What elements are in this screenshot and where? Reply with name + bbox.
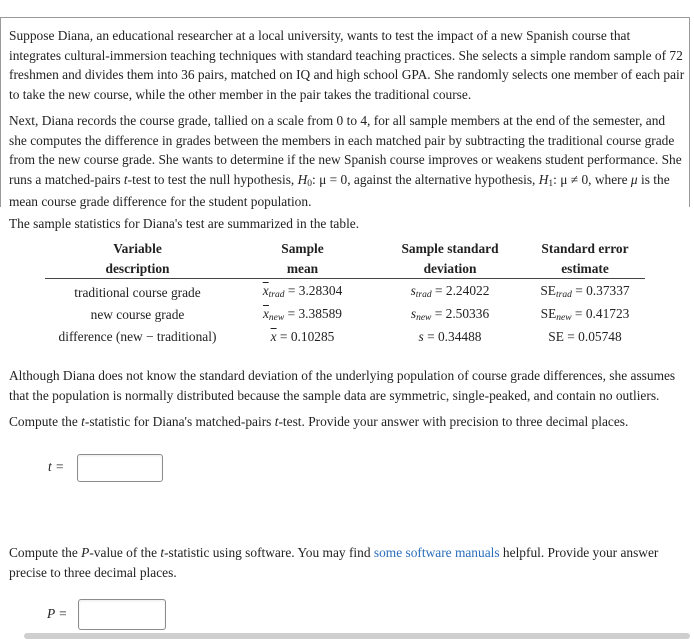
table-row bbox=[45, 279, 645, 304]
t-answer-input[interactable] bbox=[77, 454, 163, 482]
p-question: Compute the P-value of the t-statistic using software. You may find some software manuals helpful. Provide your answer precise to three decimal places. bbox=[9, 545, 659, 580]
row-mean: $\overline{x}new = 3.38589$ bbox=[262, 305, 343, 323]
table-intro: The sample statistics for Diana's test are summarized in the table. bbox=[9, 216, 360, 231]
header-sample-sd: Sample standard deviation bbox=[401, 241, 499, 276]
t-question: Compute the t-statistic for Diana's matched-pairs t-test. Provide your answer with precision to three decimal places. bbox=[9, 414, 629, 429]
row-se: SEnew = 0.41723 bbox=[540, 305, 630, 323]
assumption-paragraph: Although Diana does not know the standard deviation of the underlying population of course grade differences, she assumes that the population is normally distributed because the sample data are symmetric, single-peaked, and contain no outliers. bbox=[9, 368, 676, 403]
table-row bbox=[45, 327, 645, 347]
header-sample-mean: Sample mean bbox=[281, 241, 324, 276]
row-description: traditional course grade bbox=[74, 284, 201, 300]
t-label: t = bbox=[48, 459, 65, 474]
row-sd: s = 0.34488 bbox=[418, 328, 482, 344]
row-sd: snew = 2.50336 bbox=[410, 305, 490, 323]
header-standard-error: Standard error estimate bbox=[541, 241, 629, 276]
table-row bbox=[45, 304, 645, 327]
table-header-row bbox=[45, 239, 645, 279]
row-mean: $\overline{x} = 0.10285$ bbox=[270, 328, 335, 344]
statistics-table bbox=[45, 239, 645, 346]
row-se: SE = 0.05748 bbox=[548, 328, 622, 344]
row-se: SEtrad = 0.37337 bbox=[540, 283, 630, 300]
hypothesis-paragraph: Next, Diana records the course grade, tallied on a scale from 0 to 4, for all sample members at the end of the semester, and she computes the difference in grades between the members in each matched pair by subtracting the traditional course grade from the new course grade. She wants to determine if the new Spanish course improves or weakens student performance. She runs a matched-pairs t-test to test the null hypothesis, H0: μ = 0, against the alternative hypothesis, H1: μ ≠ 0, where μ is the mean course grade difference for the student population. bbox=[9, 113, 682, 210]
row-description: difference (new − traditional) bbox=[58, 328, 217, 344]
row-sd: strad = 2.24022 bbox=[410, 283, 490, 300]
horizontal-scrollbar[interactable] bbox=[24, 633, 690, 639]
p-label: P = bbox=[47, 606, 68, 621]
p-answer-input[interactable] bbox=[78, 599, 166, 630]
intro-paragraph: Suppose Diana, an educational researcher at a local university, wants to test the impact of a new Spanish course that integrates cultural-immersion teaching techniques with standard teaching practices. She selects a simple random sample of 72 freshmen and divides them into 36 pairs, matched on IQ and high school GPA. She randomly selects one member of each pair to take the new course, while the other member in the pair takes the traditional course. bbox=[9, 28, 685, 102]
row-description: new course grade bbox=[90, 307, 185, 323]
row-mean: $\overline{x}trad = 3.28304$ bbox=[262, 283, 343, 300]
header-variable-description: Variable description bbox=[105, 241, 170, 276]
software-manuals-link[interactable]: some software manuals bbox=[373, 545, 500, 560]
